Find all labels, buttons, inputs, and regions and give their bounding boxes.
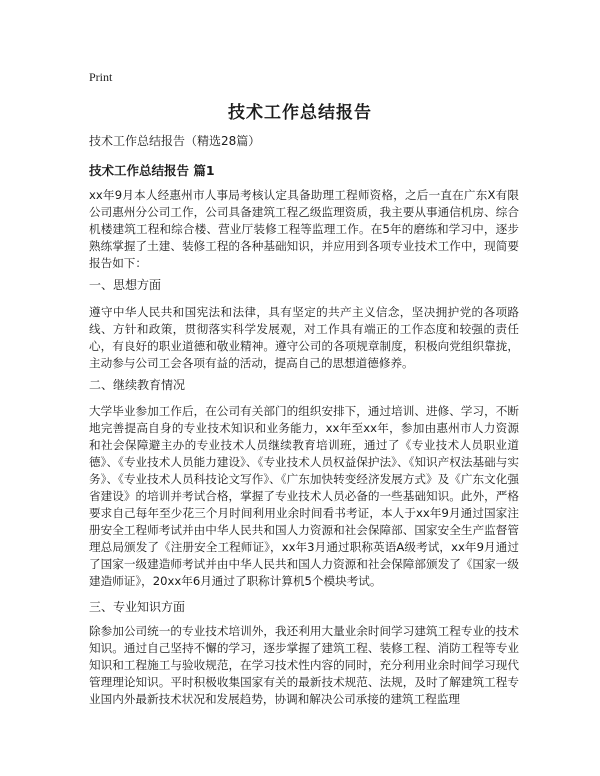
document-title: 技术工作总结报告 bbox=[228, 103, 372, 123]
professional-paragraph: 除参加公司统一的专业技术培训外，我还利用大量业余时间学习建筑工程专业的技术知识。通过自己坚持不懈的学习，逐步掌握了建筑工程、装修工程、消防工程等专业知识和工程施工与验收规范，在学习技术性内容的同时，充分利用业余时间学习现代管理理论知识。平时积极收集国家有关的最新技术规范、法规，及时了解建筑工程专业国内外最新技术状况和发展趋势，协调和解决公司承接的建筑工程监理 bbox=[89, 624, 519, 706]
heading-ideology: 一、思想方面 bbox=[89, 278, 162, 292]
intro-paragraph: xx年9月本人经惠州市人事局考核认定具备助理工程师资格，之后一直在广东X有限公司惠州分公司工作，公司具备建筑工程乙级监理资质，我主要从事通信机房、综合机楼建筑工程和综合楼、营业厅装修工程等监理工作。在5年的磨练和学习中，逐步熟练掌握了土建、装修工程的各种基础知识，并应用到各项专业技术工作中，现简要报告如下： bbox=[89, 188, 519, 270]
section-title: 技术工作总结报告 篇1 bbox=[89, 163, 215, 178]
education-paragraph: 大学毕业参加工作后，在公司有关部门的组织安排下，通过培训、进修、学习，不断地完善提高自身的专业技术知识和业务能力，xx年至xx年，参加由惠州市人力资源和社会保障避主办的专业技术人员继续教育培训班，通过了《专业技术人员职业道德》、《专业技术人员能力建设》、《专业技术人员权益保护法》、《知识产权法基础与实务》、《专业技术人员科技论文写作》、《广东加快转变经济发展方式》及《广东文化强省建设》的培训并考试合格，掌握了专业技术人员必备的一些基础知识。此外，严格要求自己每年至少花三个月时间利用业余时间看书考证，本人于xx年9月通过国家注册安全工程师考试并由中华人民共和国人力资源和社会保障部、国家安全生产监督管理总局颁发了《注册安全工程师证》，xx年3月通过职称英语A级考试，xx年9月通过了国家一级建造师考试并由中华人民共和国人力资源和社会保障部颁发了《国家一级建造师证》，20xx年6月通过了职称计算机5个模块考试。 bbox=[89, 404, 519, 588]
heading-professional: 三、专业知识方面 bbox=[89, 600, 186, 614]
heading-education: 二、继续教育情况 bbox=[89, 378, 186, 392]
ideology-paragraph: 遵守中华人民共和国宪法和法律，具有坚定的共产主义信念，坚决拥护党的各项路线、方针和政策，贯彻落实科学发展观，对工作具有端正的工作态度和较强的责任心，有良好的职业道德和敬业精神。遵守公司的各项规章制度，积极向党组织靠拢，主动参与公司工会各项有益的活动，提高自己的思想道德修养。 bbox=[89, 305, 519, 370]
document-subtitle: 技术工作总结报告（精选28篇） bbox=[89, 134, 261, 148]
print-link[interactable]: Print bbox=[89, 70, 113, 84]
